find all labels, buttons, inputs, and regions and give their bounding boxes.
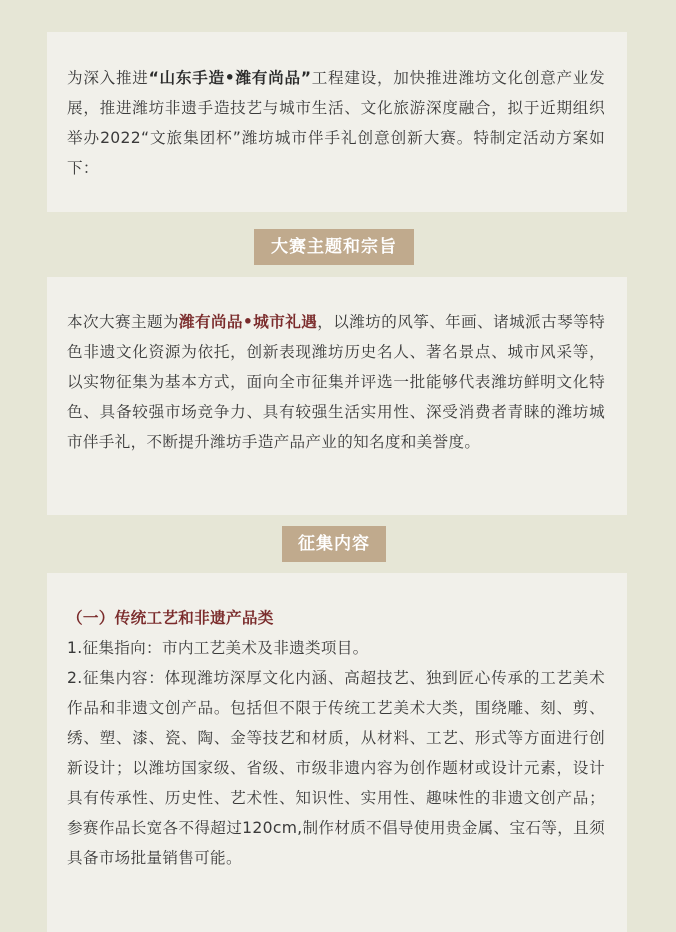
collection-direction: 1.征集指向：市内工艺美术及非遗类项目。 bbox=[67, 639, 369, 657]
content-section-banner: 征集内容 bbox=[282, 526, 386, 562]
theme-section-banner: 大赛主题和宗旨 bbox=[254, 229, 414, 265]
collection-content: 2.征集内容：体现潍坊深厚文化内涵、高超技艺、独到匠心传承的工艺美术作品和非遗文创产品。包括但不限于传统工艺美术大类，围绕雕、刻、剪、绣、塑、漆、瓷、陶、金等技艺和材质，从材料、工艺、形式等方面进行创新设计；以潍坊国家级、省级、市级非遗内容为创作题材或设计元素，设计具有传承性、历史性、艺术性、知识性、实用性、趣味性的非遗文创产品；参赛作品长宽各不得超过120cm,制作材质不倡导使用贵金属、宝石等，且须具备市场批量销售可能。 bbox=[67, 669, 605, 867]
theme-emphasis: 潍有尚品•城市礼遇 bbox=[178, 313, 318, 331]
intro-paragraph bbox=[67, 63, 605, 183]
theme-suffix: ，以潍坊的风筝、年画、诸城派古琴等特色非遗文化资源为依托，创新表现潍坊历史名人、著名景点、城市风采等，以实物征集为基本方式，面向全市征集并评选一批能够代表潍坊鲜明文化特色、具备较强市场竞争力、具有较强生活实用性、深受消费者青睐的潍坊城市伴手礼，不断提升潍坊手造产品产业的知名度和美誉度。 bbox=[67, 313, 605, 451]
category-heading: （一）传统工艺和非遗产品类 bbox=[67, 609, 274, 627]
intro-suffix: 工程建设，加快推进潍坊文化创意产业发展，推进潍坊非遗手造技艺与城市生活、文化旅游深度融合，拟于近期组织举办2022“文旅集团杯”潍坊城市伴手礼创意创新大赛。特制定活动方案如下： bbox=[67, 69, 605, 177]
theme-prefix: 本次大赛主题为 bbox=[67, 313, 179, 331]
theme-paragraph bbox=[67, 307, 605, 457]
intro-emphasis: “山东手造•潍有尚品” bbox=[148, 69, 312, 87]
theme-panel bbox=[47, 277, 627, 515]
content-panel bbox=[47, 573, 627, 932]
intro-panel bbox=[47, 32, 627, 212]
intro-prefix: 为深入推进 bbox=[67, 69, 149, 87]
